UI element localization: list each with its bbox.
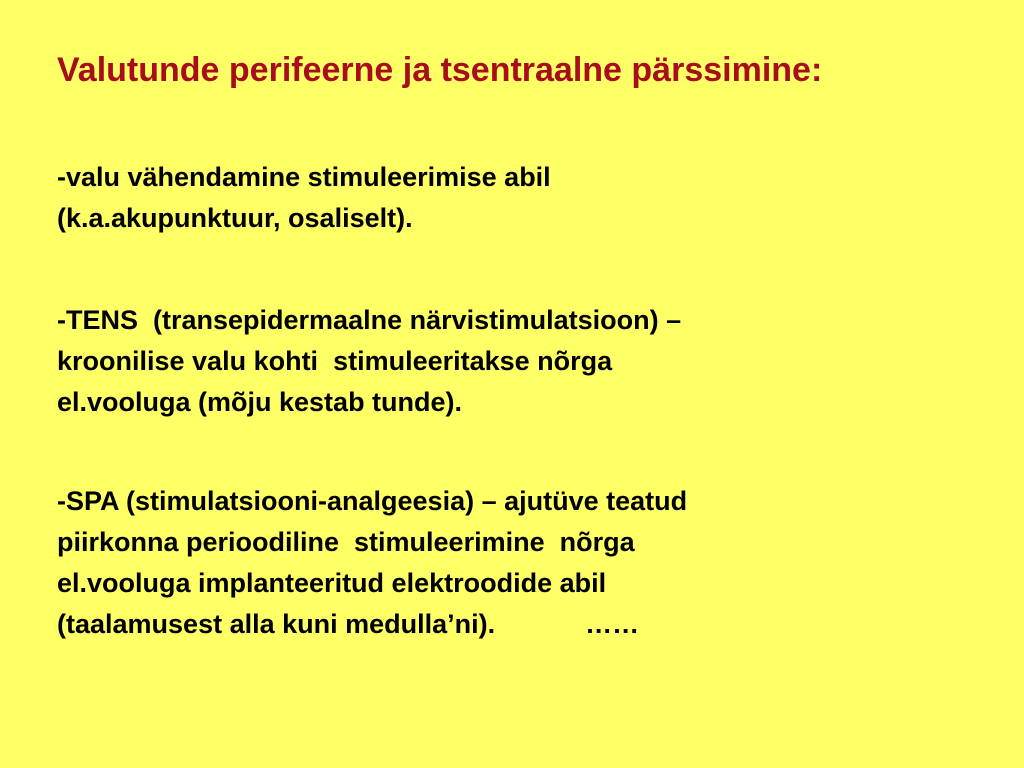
bullet-item-tens	[57, 300, 977, 423]
bullet-item-spa	[57, 481, 977, 645]
bullet-line: -TENS (transepidermaalne närvistimulatsioon) –	[57, 305, 682, 335]
slide-title: Valutunde perifeerne ja tsentraalne pärssimine:	[57, 51, 823, 89]
bullet-line: el.vooluga (mõju kestab tunde).	[57, 387, 463, 417]
bullet-line: el.vooluga implanteeritud elektroodide abil	[57, 568, 607, 598]
bullet-item-stimulation	[57, 157, 977, 239]
bullet-line: (taalamusest alla kuni medulla’ni). ……	[57, 609, 640, 639]
bullet-line: kroonilise valu kohti stimuleeritakse nõrga	[57, 346, 613, 376]
bullet-line: piirkonna perioodiline stimuleerimine nõrga	[57, 527, 635, 557]
bullet-line: -valu vähendamine stimuleerimise abil	[57, 162, 551, 192]
bullet-line: (k.a.akupunktuur, osaliselt).	[57, 203, 413, 233]
bullet-line: -SPA (stimulatsiooni-analgeesia) – ajutüve teatud	[57, 486, 688, 516]
